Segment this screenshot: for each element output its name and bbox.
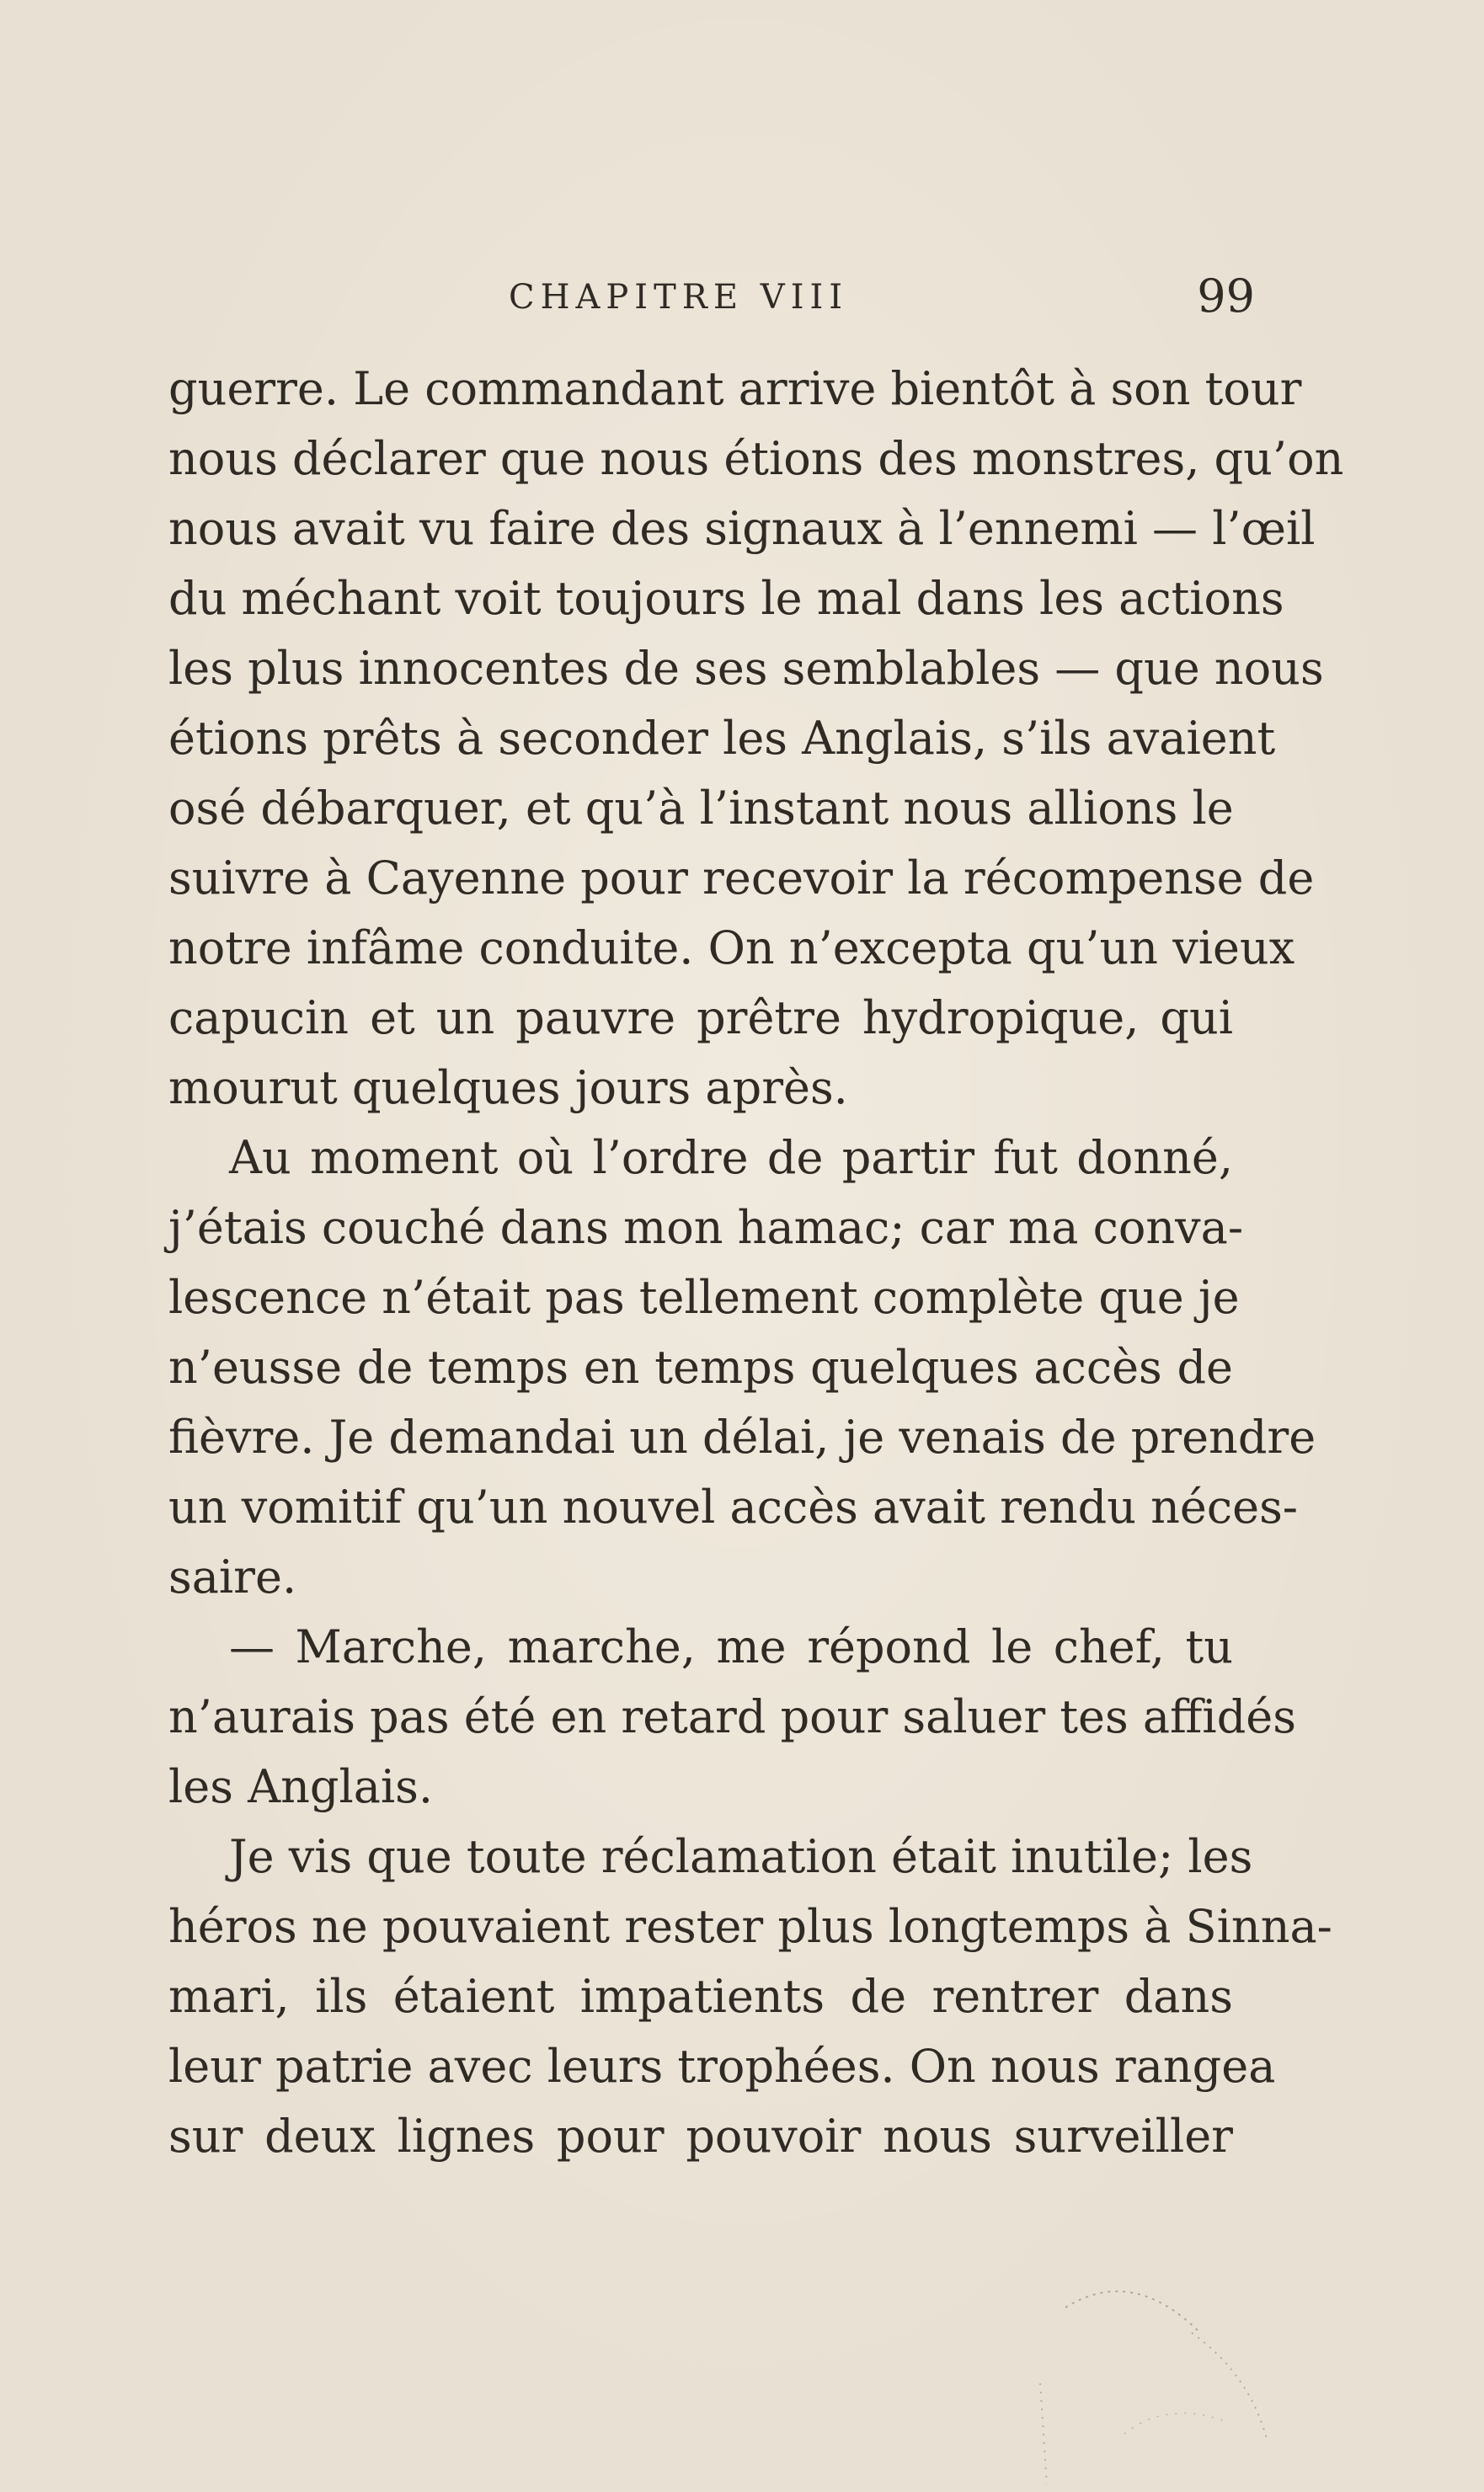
text-line: mari, ils étaient impatients de rentrer dans bbox=[168, 1970, 1233, 2023]
text-line: étions prêts à seconder les Anglais, s’ils avaient bbox=[168, 712, 1276, 765]
chapter-title: CHAPITRE VIII bbox=[509, 278, 849, 317]
library-stamp-mark bbox=[1032, 2274, 1318, 2492]
text-line: fièvre. Je demandai un délai, je venais de prendre bbox=[168, 1411, 1316, 1464]
text-line: notre infâme conduite. On n’excepta qu’un vieux bbox=[168, 921, 1295, 974]
text-line: un vomitif qu’un nouvel accès avait rendu néces- bbox=[168, 1481, 1299, 1534]
text-line: lescence n’était pas tellement complète que je bbox=[168, 1271, 1240, 1324]
text-line: du méchant voit toujours le mal dans les actions bbox=[168, 572, 1284, 625]
text-line: suivre à Cayenne pour recevoir la récompense de bbox=[168, 851, 1315, 904]
text-line: les Anglais. bbox=[168, 1760, 434, 1813]
text-line: osé débarquer, et qu’à l’instant nous allions le bbox=[168, 782, 1234, 835]
text-line: n’eusse de temps en temps quelques accès de bbox=[168, 1341, 1233, 1394]
text-line: héros ne pouvaient rester plus longtemps à Sinna- bbox=[168, 1900, 1332, 1953]
text-line: j’étais couché dans mon hamac; car ma conva- bbox=[168, 1201, 1244, 1254]
text-line: guerre. Le commandant arrive bientôt à son tour bbox=[168, 362, 1302, 415]
page-number: 99 bbox=[1197, 269, 1255, 323]
text-line: Je vis que toute réclamation était inutile; les bbox=[229, 1830, 1253, 1883]
text-line: les plus innocentes de ses semblables — que nous bbox=[168, 642, 1324, 695]
text-line: sur deux lignes pour pouvoir nous surveiller bbox=[168, 2110, 1233, 2163]
text-line: mourut quelques jours après. bbox=[168, 1061, 848, 1114]
text-line: leur patrie avec leurs trophées. On nous rangea bbox=[168, 2040, 1276, 2093]
text-line: nous déclarer que nous étions des monstres, qu’on bbox=[168, 432, 1344, 485]
running-head bbox=[168, 269, 1255, 328]
text-line: saire. bbox=[168, 1550, 297, 1604]
text-line: capucin et un pauvre prêtre hydropique, qui bbox=[168, 991, 1233, 1044]
body-text bbox=[168, 354, 1344, 2171]
text-line: n’aurais pas été en retard pour saluer tes affidés bbox=[168, 1690, 1296, 1743]
text-line: Au moment où l’ordre de partir fut donné, bbox=[229, 1131, 1233, 1184]
text-line: nous avait vu faire des signaux à l’ennemi — l’œil bbox=[168, 502, 1316, 555]
text-line: — Marche, marche, me répond le chef, tu bbox=[229, 1620, 1233, 1673]
